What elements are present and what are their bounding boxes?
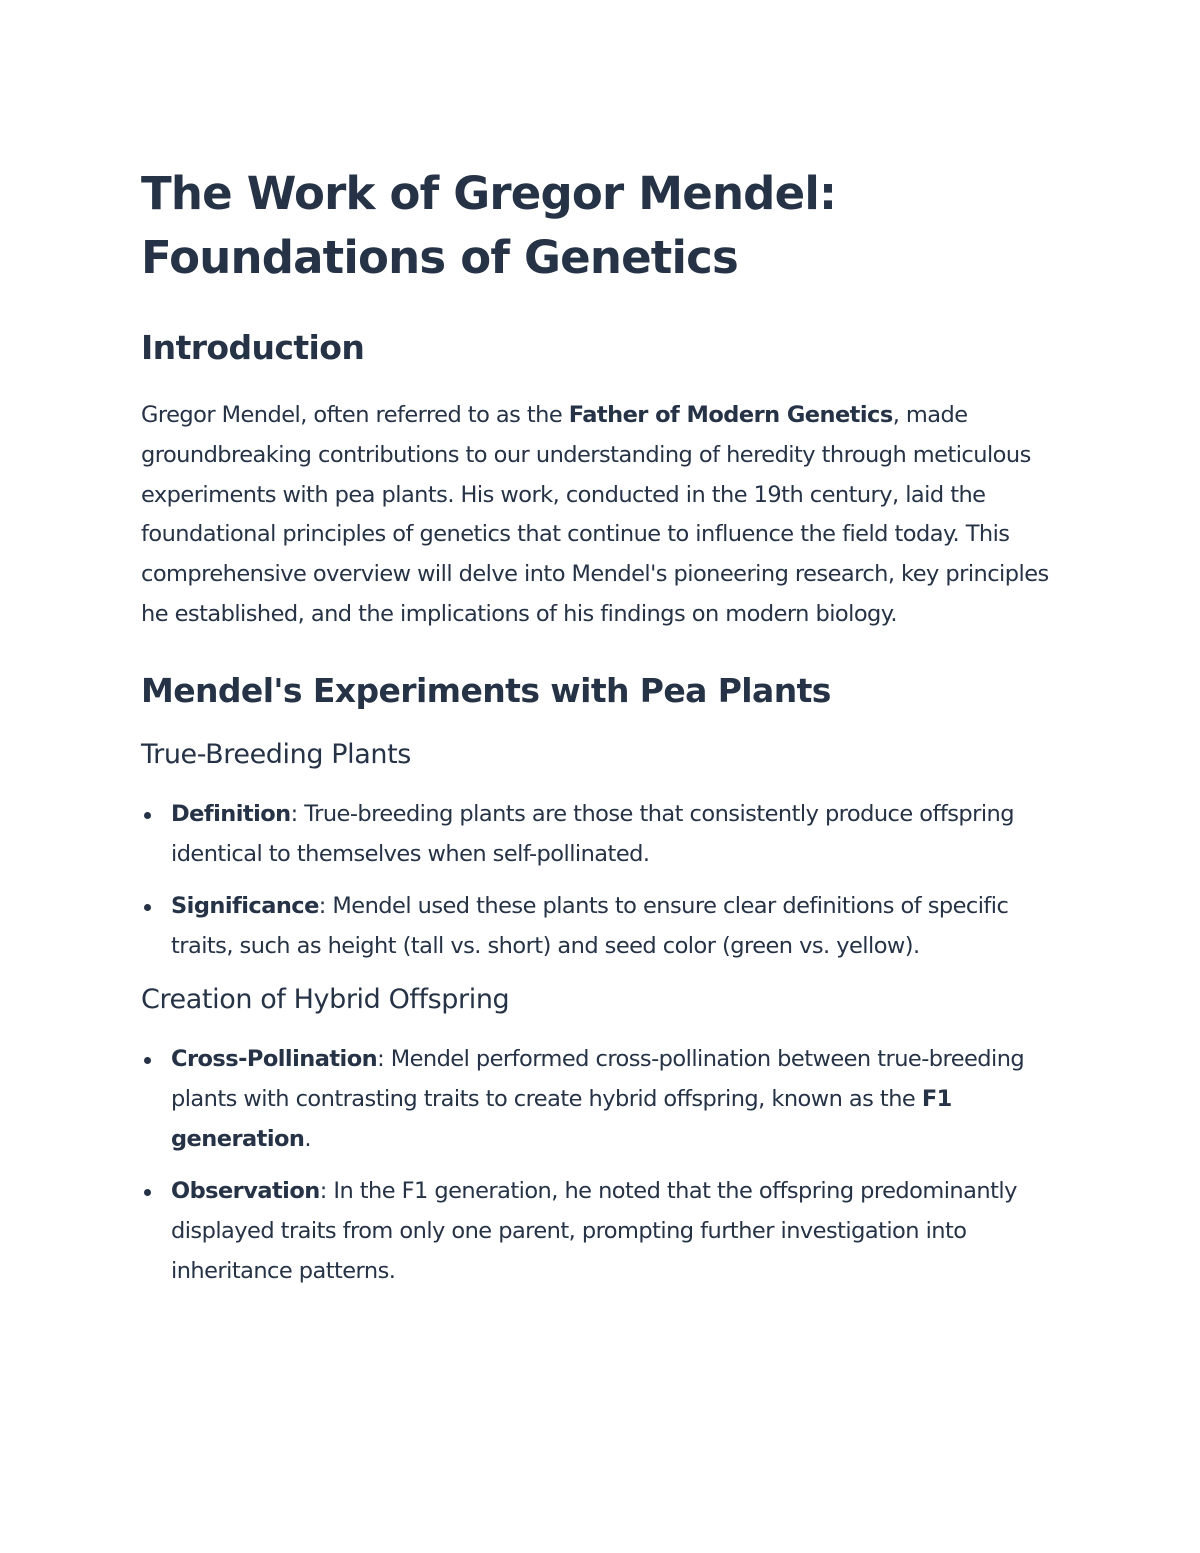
list-item-term: Definition [171, 800, 291, 827]
document-title-line-1: The Work of Gregor Mendel: [141, 167, 837, 220]
introduction-bold-term: Father of Modern Genetics [568, 402, 893, 428]
list-item [141, 1040, 1061, 1159]
bullet-icon [144, 1057, 151, 1064]
list-item-term: Cross-Pollination [171, 1045, 378, 1072]
list-item [141, 1172, 1061, 1291]
list-item-text-end: . [304, 1125, 311, 1152]
hybrid-offspring-heading: Creation of Hybrid Offspring [141, 983, 510, 1015]
document-title [141, 162, 1061, 290]
document-title-line-2: Foundations of Genetics [141, 231, 738, 284]
true-breeding-list [141, 795, 1061, 967]
hybrid-offspring-list [141, 1040, 1061, 1292]
introduction-text-before: Gregor Mendel, often referred to as the [141, 402, 569, 428]
introduction-paragraph [141, 396, 1061, 635]
bullet-icon [144, 904, 151, 911]
list-item-text: : True-breeding plants are those that consistently produce offspring identical to themselves when self-pollinated. [171, 800, 1014, 867]
list-item-bold-term: F1 generation [171, 1085, 952, 1152]
list-item-text: : In the F1 generation, he noted that the offspring predominantly displayed traits from only one parent, prompting further investigation into inheritance patterns. [171, 1178, 1017, 1284]
introduction-heading: Introduction [141, 328, 365, 367]
list-item-term: Significance [171, 893, 319, 920]
bullet-icon [144, 812, 151, 819]
list-item [141, 795, 1061, 875]
experiments-heading: Mendel's Experiments with Pea Plants [141, 670, 831, 710]
list-item-term: Observation [171, 1178, 320, 1205]
list-item [141, 887, 1061, 967]
document-page [141, 162, 1061, 1305]
list-item-text: : Mendel used these plants to ensure clear definitions of specific traits, such as height (tall vs. short) and seed color (green vs. yellow). [171, 893, 1009, 960]
introduction-text-after: , made groundbreaking contributions to our understanding of heredity through meticulous experiments with pea plants. His work, conducted in the 19th century, laid the foundational principles of genetics that continue to influence the field today. This comprehensive overview will delve into Mendel's pioneering research, key principles he established, and the implications of his findings on modern biology. [141, 402, 1049, 627]
true-breeding-heading: True-Breeding Plants [141, 738, 411, 770]
list-item-text: : Mendel performed cross-pollination between true-breeding plants with contrasting traits to create hybrid offspring, known as the [171, 1045, 1025, 1112]
bullet-icon [144, 1189, 151, 1196]
